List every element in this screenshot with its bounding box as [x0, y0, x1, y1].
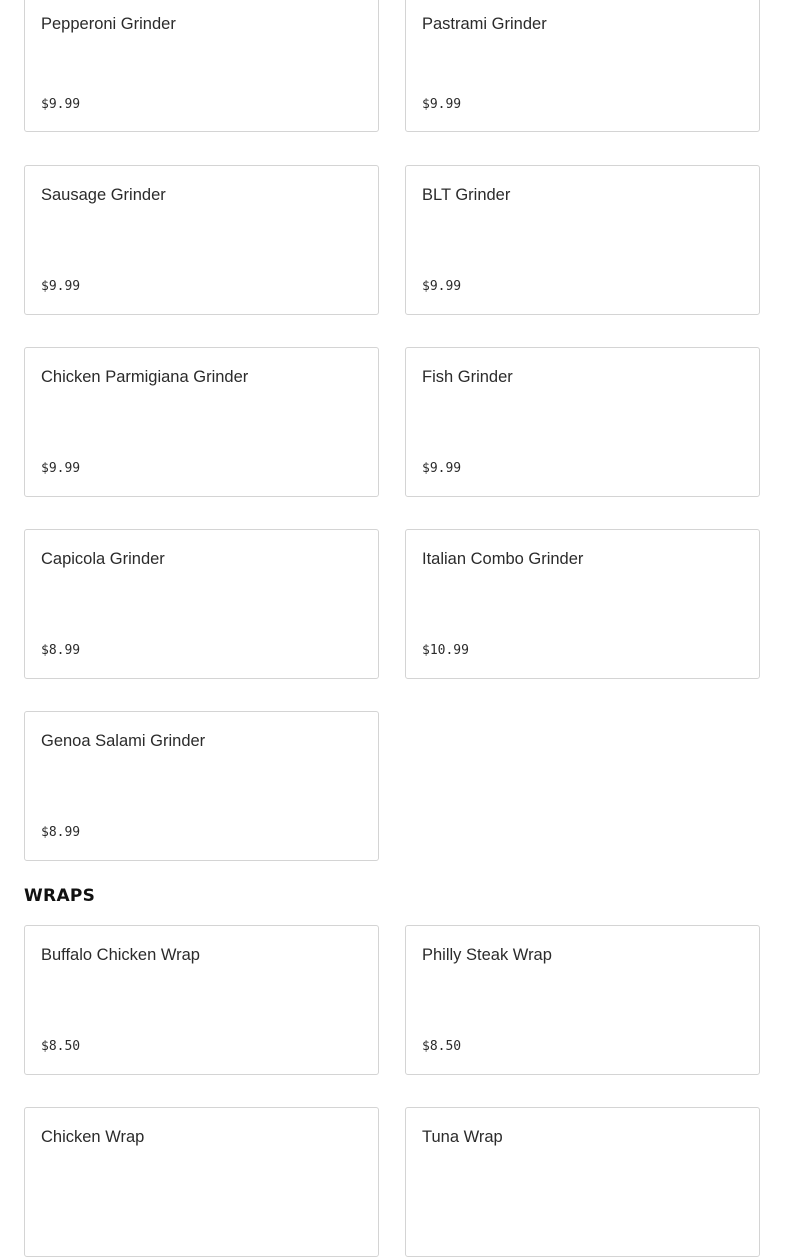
menu-item-price: $10.99: [422, 643, 469, 658]
menu-item-name: Italian Combo Grinder: [422, 550, 584, 568]
menu-item-card[interactable]: [405, 0, 760, 132]
menu-item-price: $8.99: [41, 643, 81, 658]
menu-item-price: $9.99: [422, 279, 462, 294]
menu-item-price: $9.99: [422, 97, 462, 112]
menu-item-card[interactable]: [24, 711, 379, 861]
menu-item-card[interactable]: [405, 347, 760, 497]
menu-item-name: Chicken Parmigiana Grinder: [41, 368, 249, 386]
menu-item-card[interactable]: [24, 0, 379, 132]
menu-item-name: Tuna Wrap: [422, 1128, 503, 1146]
menu-item-card[interactable]: [24, 1107, 379, 1257]
menu-item-card[interactable]: [405, 529, 760, 679]
menu-item-name: Capicola Grinder: [41, 550, 165, 568]
menu-item-price: $9.99: [41, 461, 81, 476]
menu-item-card[interactable]: [24, 925, 379, 1075]
menu-item-price: $8.50: [41, 1039, 81, 1054]
menu-item-name: Pastrami Grinder: [422, 15, 547, 33]
menu-item-card[interactable]: [24, 165, 379, 315]
menu-item-card[interactable]: [24, 347, 379, 497]
menu-item-card[interactable]: [405, 165, 760, 315]
menu-item-name: Chicken Wrap: [41, 1128, 145, 1146]
menu-item-name: Buffalo Chicken Wrap: [41, 946, 200, 964]
menu-item-name: Philly Steak Wrap: [422, 946, 552, 964]
menu-item-price: $8.50: [422, 1039, 462, 1054]
menu-item-name: Genoa Salami Grinder: [41, 732, 206, 750]
menu-item-card[interactable]: [405, 925, 760, 1075]
menu-item-card[interactable]: [24, 529, 379, 679]
menu-item-price: $9.99: [41, 279, 81, 294]
menu-item-price: $9.99: [422, 461, 462, 476]
menu-item-price: $8.99: [41, 825, 81, 840]
menu-item-name: Pepperoni Grinder: [41, 15, 176, 33]
menu-item-name: BLT Grinder: [422, 186, 511, 204]
menu-item-name: Sausage Grinder: [41, 186, 166, 204]
menu-item-name: Fish Grinder: [422, 368, 513, 386]
menu-item-card[interactable]: [405, 1107, 760, 1257]
menu-item-price: $9.99: [41, 97, 81, 112]
section-title-wraps: WRAPS: [24, 886, 96, 906]
